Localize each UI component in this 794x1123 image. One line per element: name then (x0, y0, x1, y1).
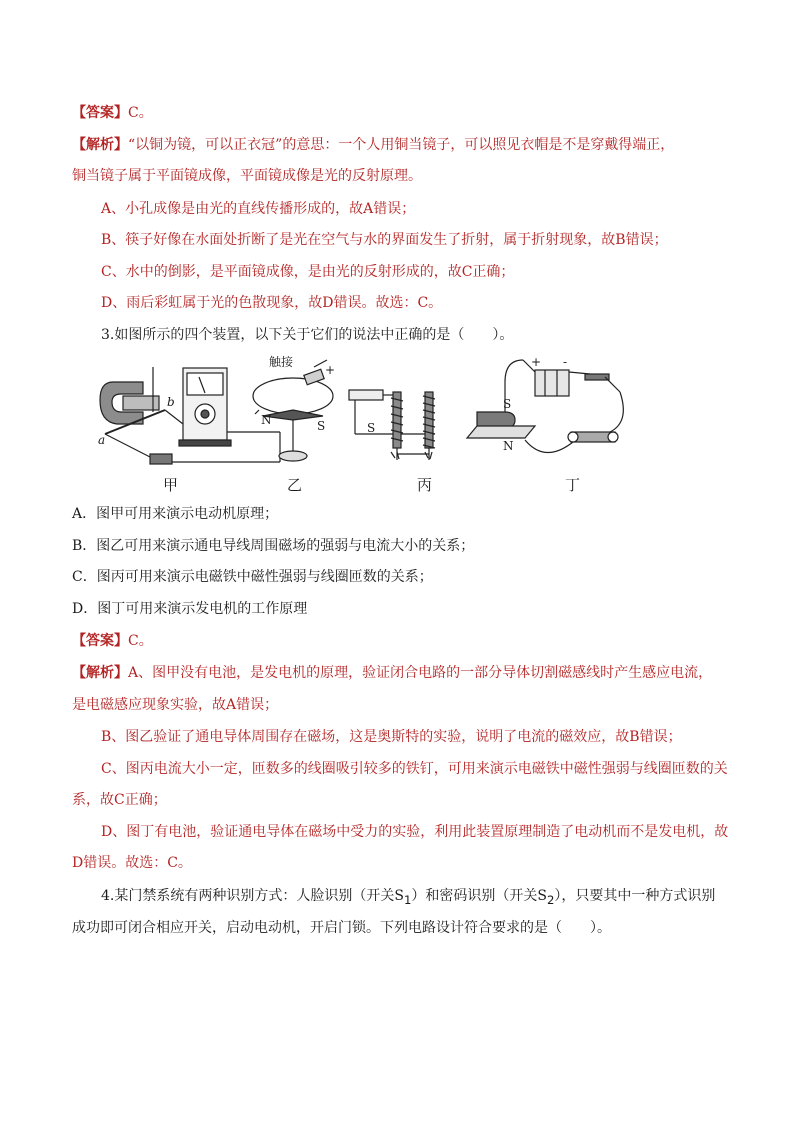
analysis-text: “以铜为镜，可以正衣冠”的意思：一个人用铜当镜子，可以照见衣帽是不是穿戴得端正， (128, 137, 675, 153)
q2-analysis-line-1 (72, 135, 674, 155)
q3-analysis-d2: D错误。故选：C。 (72, 855, 192, 871)
q3-answer-line (72, 631, 153, 651)
label-b: b (167, 395, 175, 409)
q2-analysis-a: A、小孔成像是由光的直线传播形成的，故A错误； (101, 201, 416, 217)
answer-tag: 【答案】 (72, 105, 128, 121)
q3-option-a: A．图甲可用来演示电动机原理； (72, 506, 279, 522)
q3-analysis-d1: D、图丁有电池，验证通电导体在磁场中受力的实验，利用此装置原理制造了电动机而不是发电机，故 (101, 824, 729, 840)
label-n-ding: N (503, 439, 514, 453)
label-ding: 丁 (565, 476, 581, 494)
answer-text: C。 (128, 633, 153, 649)
label-plus-ding: + (531, 355, 542, 369)
label-a: a (98, 433, 106, 447)
label-s-ding: S (503, 397, 512, 411)
q2-analysis-line-2: 铜当镜子属于平面镜成像，平面镜成像是光的反射原理。 (72, 168, 422, 184)
q3-analysis-c2: 系，故C正确； (72, 792, 167, 808)
q3-analysis-c1: C、图丙电流大小一定，匝数多的线圈吸引较多的铁钉，可用来演示电磁铁中磁性强弱与线圈匝数的关 (101, 761, 728, 777)
label-bing: 丙 (417, 476, 433, 494)
figure-jia (100, 367, 280, 464)
q3-option-c: C．图丙可用来演示电磁铁中磁性强弱与线圈匝数的关系； (72, 569, 433, 585)
q3-figure-svg (95, 352, 635, 500)
analysis-tag: 【解析】 (72, 137, 128, 153)
analysis-text: A、图甲没有电池，是发电机的原理，验证闭合电路的一部分导体切割磁感线时产生感应电流， (128, 665, 713, 681)
q4-stem-line-1 (101, 886, 715, 910)
q3-figure (95, 352, 635, 500)
q4-sub-2: 2 (546, 892, 555, 907)
figure-bing (349, 390, 435, 460)
q3-analysis-line-2: 是电磁感应现象实验，故A错误； (72, 697, 279, 713)
q3-analysis-b: B、图乙验证了通电导体周围存在磁场，这是奥斯特的实验，说明了电流的磁效应，故B错误； (101, 729, 682, 745)
q4-stem-part-1: 4.某门禁系统有两种识别方式：人脸识别（开关S (101, 888, 404, 904)
q2-analysis-d: D、雨后彩虹属于光的色散现象，故D错误。故选：C。 (101, 295, 443, 311)
figure-ding (467, 360, 623, 453)
figure-yi (253, 360, 336, 461)
q3-option-d: D．图丁可用来演示发电机的工作原理 (72, 601, 308, 617)
answer-tag: 【答案】 (72, 633, 128, 649)
q2-answer-line (72, 103, 153, 123)
answer-text: C。 (128, 105, 153, 121)
q4-stem-line-2: 成功即可闭合相应开关，启动电动机，开启门锁。下列电路设计符合要求的是（ ）。 (72, 920, 611, 936)
label-n-yi: N (261, 413, 272, 427)
label-jia: 甲 (163, 476, 179, 494)
q4-stem-part-2: ）和密码识别（开关S (411, 888, 547, 904)
q3-stem: 3.如图所示的四个装置，以下关于它们的说法中正确的是（ ）。 (101, 327, 514, 343)
analysis-tag: 【解析】 (72, 665, 128, 681)
label-yi: 乙 (287, 476, 303, 494)
label-touch: 触接 (269, 355, 294, 369)
label-plus-yi: + (325, 363, 336, 377)
q3-option-b: B．图乙可用来演示通电导线周围磁场的强弱与电流大小的关系； (72, 538, 475, 554)
label-s-yi: S (317, 419, 326, 433)
q3-analysis-line-1 (72, 663, 712, 683)
label-minus-ding: - (563, 355, 568, 369)
q2-analysis-b: B、筷子好像在水面处折断了是光在空气与水的界面发生了折射，属于折射现象，故B错误； (101, 232, 668, 248)
q4-sub-1: 1 (403, 892, 412, 907)
q2-analysis-c: C、水中的倒影，是平面镜成像，是由光的反射形成的，故C正确； (101, 264, 515, 280)
label-s-bing: S (367, 421, 376, 435)
q4-stem-part-3: ），只要其中一种方式识别 (554, 888, 716, 904)
